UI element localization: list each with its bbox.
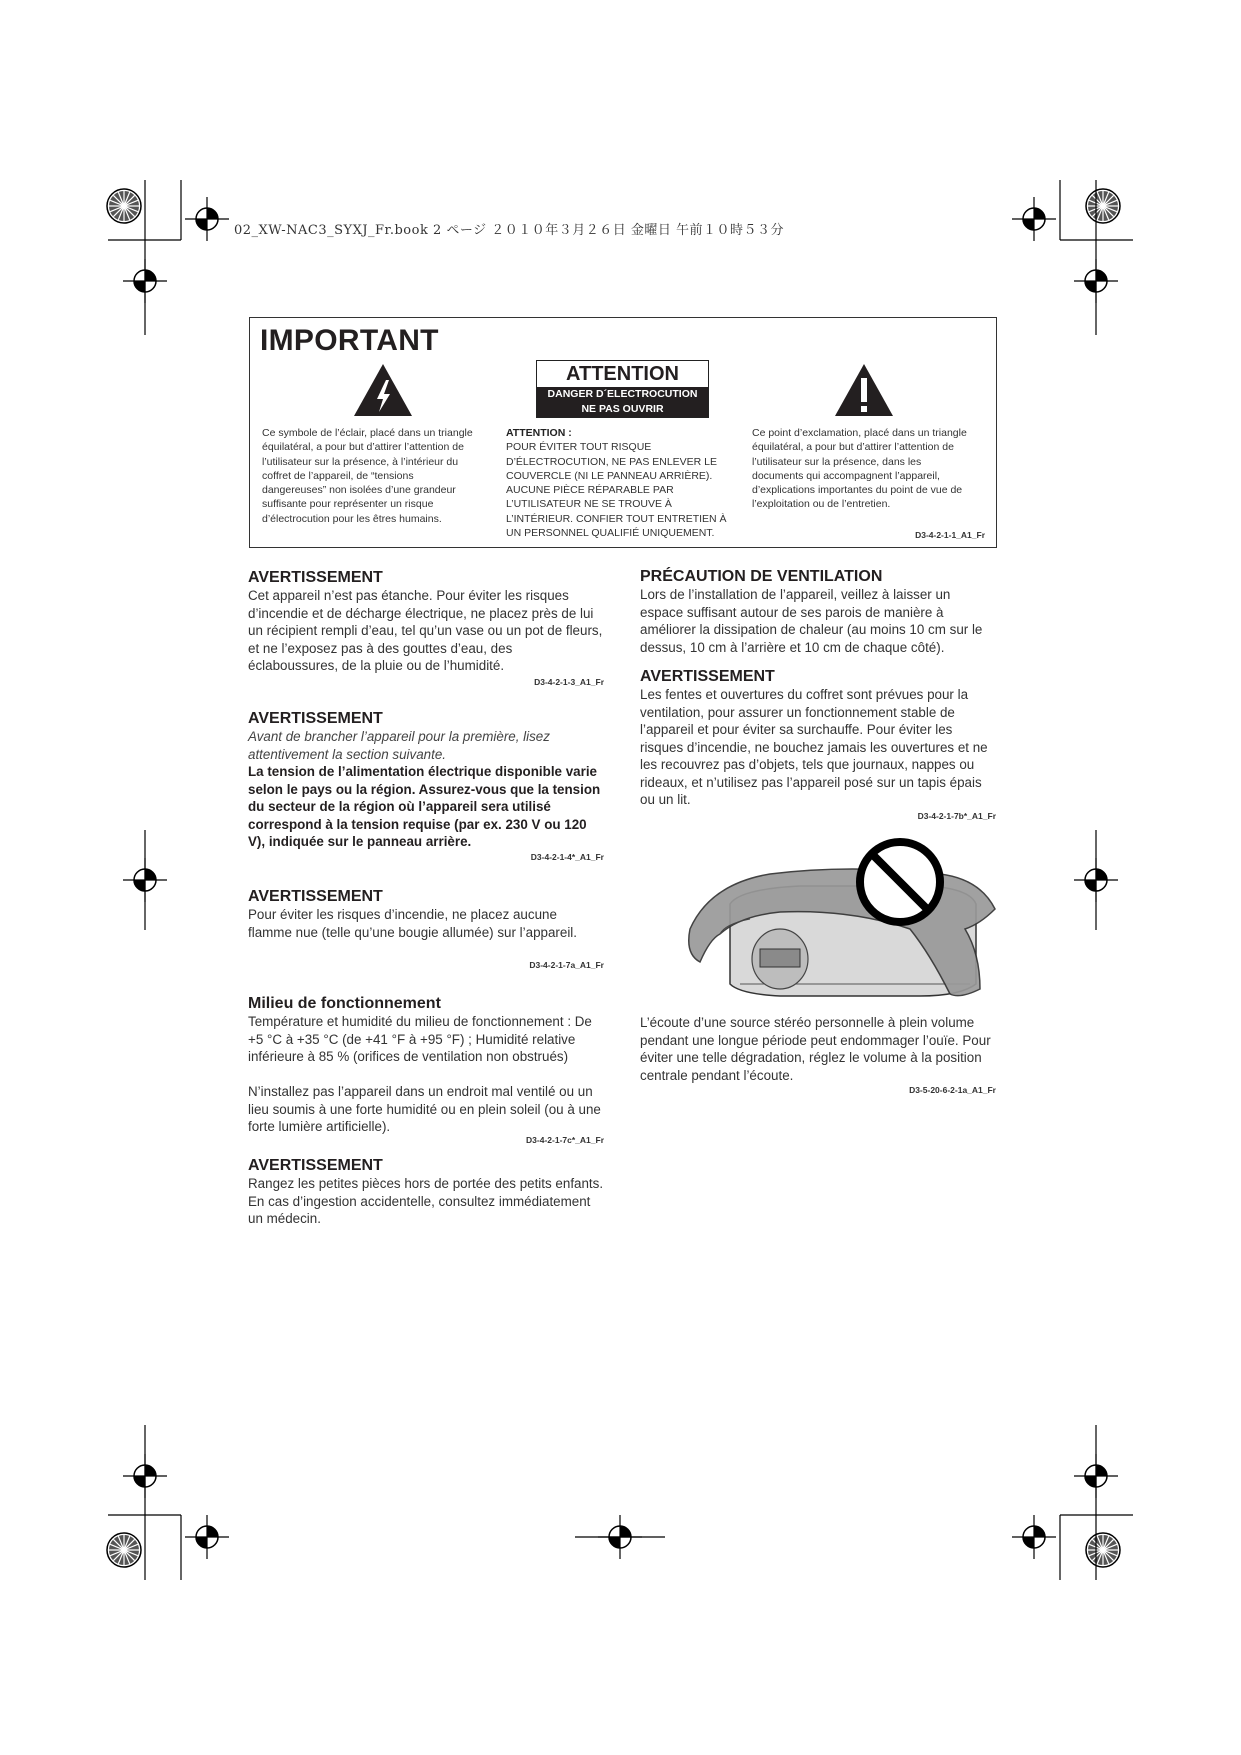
right-s2-code: D3-4-2-1-7b*_A1_Fr [917,811,996,821]
exclamation-warning-icon [833,362,895,418]
left-s4-text1: Température et humidité du milieu de fonctionnement : De +5 °C à +35 °C (de +41 °F à +95 °F) ; Humidité relative inférieure à 85 % (orifices de ventilation non obstrués) [248,1014,592,1064]
covered-device-illustration [680,834,1000,1004]
left-s5-text: Rangez les petites pièces hors de portée des petits enfants. En cas d’ingestion accidentelle, consultez immédiatement un médecin. [248,1176,604,1226]
print-header: 02_XW-NAC3_SYXJ_Fr.book 2 ページ ２０１０年３月２６日 金曜日 午前１０時５３分 [234,223,785,238]
left-s3-text: Pour éviter les risques d’incendie, ne placez aucune flamme nue (telle qu’une bougie allumée) sur l’appareil. [248,907,577,940]
left-s4-code: D3-4-2-1-7c*_A1_Fr [526,1135,604,1145]
left-s2-title: AVERTISSEMENT [248,710,383,727]
left-s2-italic: Avant de brancher l’appareil pour la première, lisez attentivement la section suivante. [248,729,550,762]
left-s4-title: Milieu de fonctionnement [248,995,441,1012]
left-s1-code: D3-4-2-1-3_A1_Fr [534,677,604,687]
attention-label [536,360,709,418]
left-s2-code: D3-4-2-1-4*_A1_Fr [530,852,604,862]
attention-title: ATTENTION [566,363,679,385]
left-s4-text2: N’installez pas l’appareil dans un endroit mal ventilé ou un lieu soumis à une forte humidité ou en plein soleil (ou à une forte lumière artificielle). [248,1084,601,1134]
attention-line1: DANGER D´ELECTROCUTION [547,388,698,400]
important-code: D3-4-2-1-1_A1_Fr [915,530,985,540]
left-s1-text: Cet appareil n’est pas étanche. Pour éviter les risques d’incendie et de décharge électrique, ne placez près de lui un récipient rempli d’eau, tel qu’un vase ou un pot de fleurs, et ne l’exposez pas à des gouttes d’eau, des éclaboussures, de la pluie ou de l’humidité. [248,588,603,673]
attention-line2: NE PAS OUVRIR [581,403,664,415]
attention-explanation [506,426,731,540]
left-s3-title: AVERTISSEMENT [248,888,383,905]
left-s2-bold: La tension de l’alimentation électrique disponible varie selon le pays ou la région. Assurez-vous que la tension du secteur de la région où l’appareil sera utilisé correspond à la tension requise (par ex. 230 V ou 120 V), indiquée sur le panneau arrière. [248,764,601,849]
right-s1-title: PRÉCAUTION DE VENTILATION [640,568,883,585]
attention-subtitle [537,387,708,417]
important-title: IMPORTANT [260,324,439,357]
lightning-explanation: Ce symbole de l’éclair, placé dans un triangle équilatéral, a pour but d’attirer l’attention de l’utilisateur sur la présence, à l’intérieur du coffret de l’appareil, de “tensions dangereuses” non isolées d’une grandeur suffisante pour représenter un risque d’électrocution pour les êtres humains. [262,427,473,525]
left-s5-title: AVERTISSEMENT [248,1157,383,1174]
left-s3-code: D3-4-2-1-7a_A1_Fr [529,960,604,970]
right-s1-text: Lors de l’installation de l’appareil, veillez à laisser un espace suffisant autour de ses parois de manière à améliorer la dissipation de chaleur (au moins 10 cm sur le dessus, 10 cm à l’arrière et 10 cm de chaque côté). [640,587,983,655]
attention-explanation-label: ATTENTION : [506,427,572,439]
exclamation-explanation: Ce point d’exclamation, placé dans un triangle équilatéral, a pour but d’attirer l’attention de l’utilisateur sur la présence, dans les documents qui accompagnent l’appareil, d’explications importantes du point de vue de l’exploitation ou de l’entretien. [752,427,967,511]
lightning-warning-icon [352,362,414,418]
right-s2-title: AVERTISSEMENT [640,668,775,685]
right-s3-code: D3-5-20-6-2-1a_A1_Fr [909,1085,996,1095]
right-s3-text: L’écoute d’une source stéréo personnelle à plein volume pendant une longue période peut endommager l’ouïe. Pour éviter une telle dégradation, réglez le volume à la position centrale pendant l’écoute. [640,1015,991,1083]
attention-explanation-text: POUR ÉVITER TOUT RISQUE D’ÉLECTROCUTION, NE PAS ENLEVER LE COUVERCLE (NI LE PANNEAU ARRIÈRE). AUCUNE PIÈCE RÉPARABLE PAR L’UTILISATEUR NE SE TROUVE À L’INTÉRIEUR. CONFIER TOUT ENTRETIEN À UN PERSONNEL QUALIFIÉ UNIQUEMENT. [506,441,727,540]
left-s1-title: AVERTISSEMENT [248,569,383,586]
right-s2-text: Les fentes et ouvertures du coffret sont prévues pour la ventilation, pour assurer un fonctionnement stable de l’appareil et pour éviter sa surchauffe. Pour éviter les risques d’incendie, ne bouchez jamais les ouvertures et ne les recouvrez pas d’objets, tels que journaux, nappes ou rideaux, et n’utilisez pas l’appareil posé sur un tapis épais ou un lit. [640,687,988,807]
